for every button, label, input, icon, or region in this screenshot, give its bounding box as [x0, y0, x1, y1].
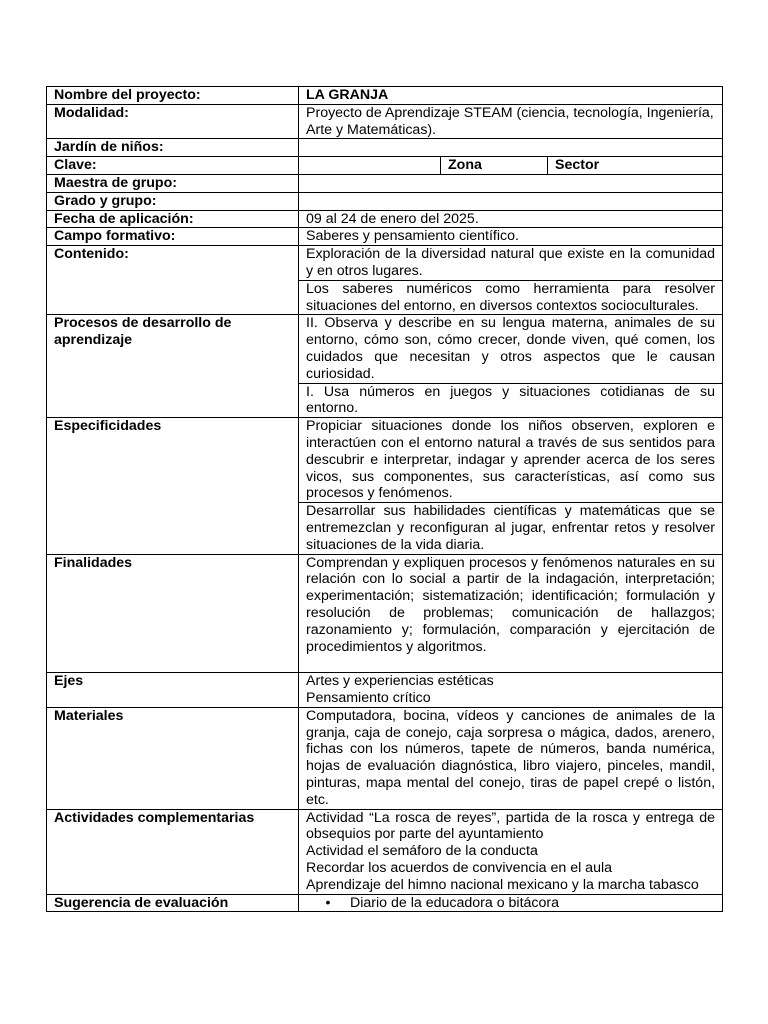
row-especificidades-1 — [47, 418, 723, 503]
modalidad-label: Modalidad: — [47, 104, 299, 139]
materiales-value: Computadora, bocina, vídeos y canciones de animales de la granja, caja de conejo, caja sorpresa o mágica, dados, arenero, fichas con los números, tapete de números, banda numérica, hojas de evaluación diagnóstica, libro viajero, pinceles, mandil, pinturas, mapa mental del conejo, tiras de papel crepé o listón, etc. — [299, 707, 723, 809]
especificidades-item: Propiciar situaciones donde los niños observen, exploren e interactúen con el entorno natural a través de sus sentidos para descubrir e interpretar, indagar y aprender acerca de los seres vicos, sus componentes, sus características, así como sus procesos y fenómenos. — [299, 418, 723, 503]
row-ejes — [47, 673, 723, 708]
row-maestra — [47, 174, 723, 192]
procesos-label: Procesos de desarrollo de aprendizaje — [47, 315, 299, 418]
actividad-item: Actividad “La rosca de reyes”, partida de la rosca y entrega de obsequios por parte del ayuntamiento — [306, 809, 716, 843]
especificidades-item: Desarrollar sus habilidades científicas y matemáticas que se entremezclan y reconfiguran al jugar, enfrentar retos y resolver situaciones de la vida diaria. — [299, 503, 723, 554]
procesos-item: II. Observa y describe en su lengua materna, animales de su entorno, cómo son, cómo crecer, donde viven, qué comen, los cuidados que necesitan y otros aspectos que le causan curiosidad. — [299, 315, 723, 383]
maestra-label: Maestra de grupo: — [47, 174, 299, 192]
procesos-item: I. Usa números en juegos y situaciones cotidianas de su entorno. — [299, 383, 723, 418]
row-contenido-1 — [47, 246, 723, 281]
materiales-label: Materiales — [47, 707, 299, 809]
clave-label: Clave: — [47, 157, 299, 175]
jardin-value — [299, 139, 723, 157]
actividad-item: Recordar los acuerdos de convivencia en el aula — [306, 860, 613, 877]
finalidades-label: Finalidades — [47, 554, 299, 673]
ejes-cell — [299, 673, 723, 708]
eje-item: Pensamiento crítico — [306, 690, 431, 707]
row-materiales — [47, 707, 723, 809]
row-campo — [47, 228, 723, 246]
campo-value: Saberes y pensamiento científico. — [299, 228, 723, 246]
row-clave — [47, 157, 723, 175]
actividades-cell — [299, 809, 723, 894]
row-grado — [47, 192, 723, 210]
project-table — [46, 86, 723, 912]
fecha-label: Fecha de aplicación: — [47, 210, 299, 228]
row-procesos-1 — [47, 315, 723, 383]
contenido-label: Contenido: — [47, 246, 299, 315]
contenido-item: Exploración de la diversidad natural que existe en la comunidad y en otros lugares. — [299, 246, 723, 281]
campo-label: Campo formativo: — [47, 228, 299, 246]
row-jardin — [47, 139, 723, 157]
especificidades-label: Especificidades — [47, 418, 299, 554]
row-project — [47, 87, 723, 105]
sector-label: Sector — [548, 157, 723, 175]
finalidades-text: Comprendan y expliquen procesos y fenómenos naturales en su relación con lo social a partir de la indagación, interpretación; experimentación; sistematización; identificación; formulación y resolución de problemas; comunicación de hallazgos; razonamiento y; formulación, comparación y ejercitación de procedimientos y algoritmos. — [306, 554, 716, 655]
sugerencia-label: Sugerencia de evaluación — [47, 894, 299, 912]
ejes-label: Ejes — [47, 673, 299, 708]
actividades-label: Actividades complementarias — [47, 809, 299, 894]
row-modalidad — [47, 104, 723, 139]
row-finalidades — [47, 554, 723, 673]
bullet-icon: • — [325, 894, 331, 911]
actividad-item: Actividad el semáforo de la conducta — [306, 843, 538, 860]
grado-value — [299, 192, 723, 210]
project-label: Nombre del proyecto: — [47, 87, 299, 105]
clave-value — [299, 157, 441, 175]
modalidad-value: Proyecto de Aprendizaje STEAM (ciencia, tecnología, Ingeniería, Arte y Matemáticas). — [299, 104, 723, 139]
maestra-value — [299, 174, 723, 192]
row-fecha — [47, 210, 723, 228]
finalidades-cell — [299, 554, 723, 673]
sugerencia-item: Diario de la educadora o bitácora — [350, 894, 560, 911]
row-actividades — [47, 809, 723, 894]
sugerencia-cell — [299, 894, 723, 912]
row-sugerencia — [47, 894, 723, 912]
eje-item: Artes y experiencias estéticas — [306, 673, 494, 690]
project-name: LA GRANJA — [299, 87, 723, 105]
contenido-item: Los saberes numéricos como herramienta para resolver situaciones del entorno, en diversos contextos socioculturales. — [299, 280, 723, 315]
fecha-value: 09 al 24 de enero del 2025. — [299, 210, 723, 228]
zona-label: Zona — [441, 157, 548, 175]
jardin-label: Jardín de niños: — [47, 139, 299, 157]
grado-label: Grado y grupo: — [47, 192, 299, 210]
actividad-item: Aprendizaje del himno nacional mexicano y la marcha tabasco — [306, 876, 699, 893]
finalidades-spacer — [306, 655, 715, 672]
